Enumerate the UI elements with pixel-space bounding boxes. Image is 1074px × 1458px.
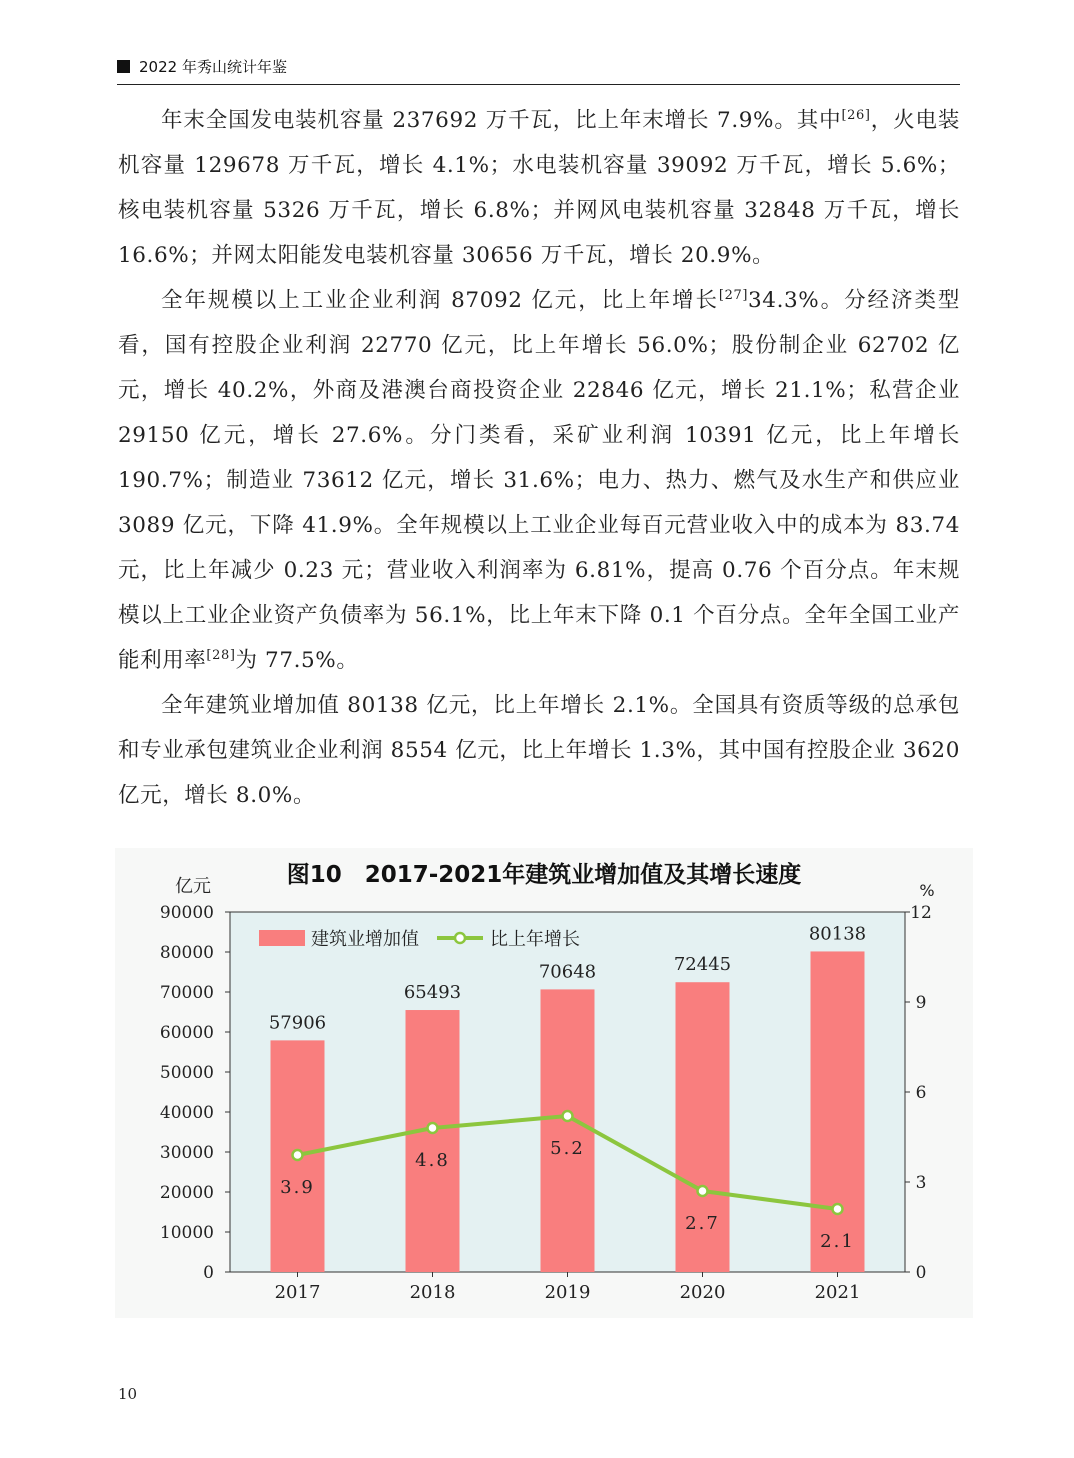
running-header <box>117 54 960 85</box>
chart-figure <box>115 848 973 1318</box>
y-tick-label: 10000 <box>159 1223 214 1243</box>
header-square-icon <box>117 60 130 73</box>
y-tick-label: 70000 <box>159 983 214 1003</box>
y-axis-label: 亿元 <box>175 876 211 897</box>
growth-value-label: 2.7 <box>685 1213 720 1234</box>
x-tick-label: 2020 <box>679 1282 726 1303</box>
paragraph <box>118 683 960 818</box>
y2-tick-label: 0 <box>915 1263 927 1283</box>
y-tick-label: 60000 <box>159 1023 214 1043</box>
y-tick-label: 80000 <box>159 943 214 963</box>
growth-point <box>698 1186 708 1196</box>
legend-line-label: 比上年增长 <box>490 929 580 950</box>
paragraph-text: 34.3%。分经济类型看，国有控股企业利润 22770 亿元，比上年增长 56.0%；股份制企业 62702 亿元，增长 40.2%，外商及港澳台商投资企业 22846 亿元，增长 21.1%；私营企业 29150 亿元，增长 27.6%。分门类看，采矿业利润 10391 亿元，比上年增长 190.7%；制造业 73612 亿元，增长 31.6%；电力、热力、燃气及水生产和供应业 3089 亿元，下降 41.9%。全年规模以上工业企业每百元营业收入中的成本为 83.74 元，比上年减少 0.23 元；营业收入利润率为 6.81%，提高 0.76 个百分点。年末规模以上工业企业资产负债率为 56.1%，比上年末下降 0.1 个百分点。全年全国工业产能利用率 <box>118 288 961 673</box>
paragraph-text: 年末全国发电装机容量 237692 万千瓦，比上年末增长 7.9%。其中 <box>161 108 842 133</box>
legend-line-marker <box>455 933 465 943</box>
y2-tick-label: 9 <box>915 993 927 1013</box>
chart-title: 图10 2017-2021年建筑业增加值及其增长速度 <box>286 862 802 888</box>
growth-point <box>293 1150 303 1160</box>
x-tick-label: 2017 <box>274 1282 321 1303</box>
x-tick-label: 2021 <box>814 1282 861 1303</box>
bar-value-label: 80138 <box>808 923 867 945</box>
y-tick-label: 90000 <box>159 903 214 923</box>
bar <box>406 1010 460 1272</box>
paragraph-text: 全年规模以上工业企业利润 87092 亿元，比上年增长 <box>161 288 719 313</box>
legend-bar-swatch <box>259 930 305 946</box>
header-title: 2022 年秀山统计年鉴 <box>139 58 287 76</box>
y-tick-label: 20000 <box>159 1183 214 1203</box>
body-text <box>118 98 960 818</box>
y2-axis-label: % <box>919 881 935 900</box>
growth-point <box>833 1204 843 1214</box>
y-tick-label: 40000 <box>159 1103 214 1123</box>
x-tick-label: 2018 <box>409 1282 456 1303</box>
bar <box>811 951 865 1272</box>
growth-value-label: 5.2 <box>550 1138 585 1159</box>
paragraph <box>118 98 960 278</box>
footnote-ref: [27] <box>718 288 749 303</box>
chart-svg <box>115 848 973 1318</box>
bar-value-label: 70648 <box>538 961 597 983</box>
growth-value-label: 4.8 <box>415 1150 450 1171</box>
paragraph-text: 全年建筑业增加值 80138 亿元，比上年增长 2.1%。全国具有资质等级的总承包和专业承包建筑业企业利润 8554 亿元，比上年增长 1.3%，其中国有控股企业 3620 亿元，增长 8.0%。 <box>118 693 960 808</box>
x-tick-label: 2019 <box>544 1282 591 1303</box>
page-number: 10 <box>118 1385 138 1403</box>
footnote-ref: [28] <box>206 648 236 663</box>
growth-point <box>428 1123 438 1133</box>
y2-tick-label: 6 <box>915 1083 927 1103</box>
bar-value-label: 65493 <box>403 982 462 1004</box>
y-tick-label: 50000 <box>159 1063 214 1083</box>
y-tick-label: 30000 <box>159 1143 214 1163</box>
y2-tick-label: 12 <box>910 903 932 923</box>
growth-point <box>563 1111 573 1121</box>
bar-value-label: 72445 <box>673 954 732 976</box>
bar-value-label: 57906 <box>268 1012 327 1034</box>
bar <box>541 989 595 1272</box>
paragraph-text: ，火电装机容量 129678 万千瓦，增长 4.1%；水电装机容量 39092 万千瓦，增长 5.6%；核电装机容量 5326 万千瓦，增长 6.8%；并网风电装机容量 32848 万千瓦，增长 16.6%；并网太阳能发电装机容量 30656 万千瓦，增长 20.9%。 <box>118 108 960 268</box>
paragraph-text: 为 77.5%。 <box>235 648 359 673</box>
y2-tick-label: 3 <box>915 1173 927 1193</box>
y-tick-label: 0 <box>203 1263 214 1283</box>
paragraph <box>118 278 960 683</box>
growth-value-label: 2.1 <box>820 1231 855 1252</box>
growth-value-label: 3.9 <box>280 1177 315 1198</box>
legend-bar-label: 建筑业增加值 <box>311 929 419 950</box>
footnote-ref: [26] <box>841 108 871 123</box>
